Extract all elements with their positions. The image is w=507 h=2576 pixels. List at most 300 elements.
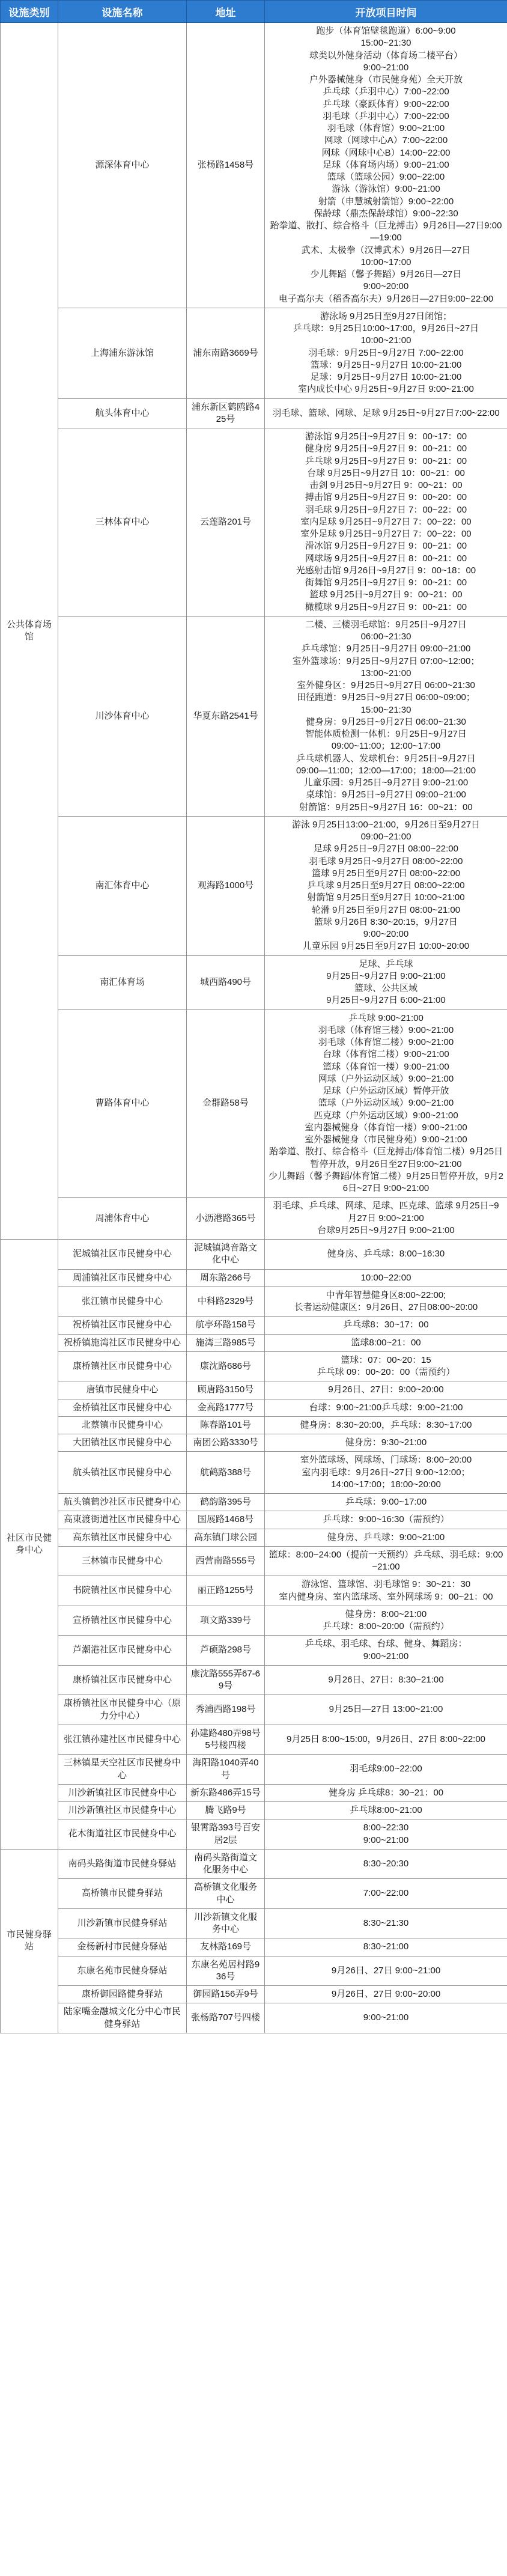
address-cell: 航亭环路158号 (187, 1317, 265, 1334)
table-row (1, 1819, 507, 1850)
table-row (1, 1576, 507, 1606)
hours-line: 户外器械健身（市民健身苑）全天开放 (309, 75, 463, 85)
hours-line: 乒乓球（豪跃体育）9:00~22:00 (323, 99, 449, 109)
hours-line: 篮球 9月25日至9月27日 08:00~22:00 (311, 868, 461, 878)
hours-line: 8:30~20:30 (363, 1858, 409, 1869)
table-row (1, 1317, 507, 1334)
hours-line: 乒乓球 9月25日至9月27日 08:00~22:00 (307, 880, 465, 891)
hours-line: 健身房、乒乓球：9:00~21:00 (327, 1532, 445, 1542)
hours-line: 匹克球（户外运动区域）9:00~21:00 (314, 1110, 458, 1121)
hours-line: 室外器械健身（市民健身苑）9:00~21:00 (305, 1134, 467, 1145)
hours-line: 街舞馆 9月25日~9月27日 9：00~21：00 (305, 577, 467, 588)
address-cell: 城西路490号 (187, 955, 265, 1009)
venue-name-cell: 航头镇社区市民健身中心 (58, 1452, 187, 1494)
table-row (1, 616, 507, 816)
hours-cell (265, 1784, 507, 1801)
hours-line: 健身房 9月25日~9月27日 9：00~21：00 (305, 443, 467, 454)
hours-line: 06:00~21:30 (360, 632, 411, 642)
hours-line: 田径跑道：9月25日~9月27日 06:00~09:00； (297, 692, 475, 703)
hours-line: 9月25日—27日 13:00~21:00 (329, 1704, 443, 1715)
table-row (1, 1695, 507, 1725)
address-cell: 泥城镇鸿音路文化中心 (187, 1240, 265, 1270)
hours-line: 光感射击馆 9月26日~9月27日 9：00~18：00 (296, 565, 476, 576)
address-cell: 东康名苑居村路936号 (187, 1956, 265, 1986)
hours-cell (265, 1434, 507, 1452)
table-row (1, 1986, 507, 2003)
hours-line: 9:00~21:00 (363, 62, 409, 73)
venue-name-cell: 航头体育中心 (58, 398, 187, 428)
hours-line: 乒乓球 9:00~21:00 (348, 1012, 424, 1023)
address-cell: 顾唐路3150号 (187, 1381, 265, 1399)
hours-line: 网球场 9月25日~9月27日 8：00~21：00 (305, 553, 467, 564)
hours-line: 健身房、乒乓球：8:00~16:30 (327, 1249, 445, 1259)
hours-cell (265, 816, 507, 955)
hours-line: 篮球（体育馆一楼）9:00~21:00 (323, 1061, 449, 1072)
hours-line: 10:00~17:00 (360, 257, 411, 267)
table-row (1, 1849, 507, 1879)
address-cell: 浦东新区鹤鸥路425号 (187, 398, 265, 428)
hours-line: 游泳馆、篮球馆、羽毛球馆 9：30~21：30 (301, 1579, 471, 1590)
address-cell: 南团公路3330号 (187, 1434, 265, 1452)
address-cell: 银霄路393号百安居2层 (187, 1819, 265, 1850)
hours-line: 乒乓球：9:00~17:00 (345, 1497, 427, 1507)
hours-line: 健身房：8:00~21:00 (345, 1609, 427, 1619)
hours-cell (265, 1606, 507, 1636)
hours-line: 智能体质检测一体机：9月25日~9月27日 (305, 729, 467, 739)
table-row (1, 2003, 507, 2033)
hours-line: 保龄球（鼎杰保龄球馆）9:00~22:30 (314, 208, 458, 219)
table-row (1, 398, 507, 428)
hours-line: 跆拳道、散打、综合格斗（巨龙搏击）9月26日—27日9:00—19:00 (270, 221, 502, 243)
hours-line: 篮球8:00~21：00 (351, 1337, 421, 1348)
hours-line: 足球 9月25日~9月27日 08:00~22:00 (314, 844, 458, 854)
hours-line: 健身房：9:30~21:00 (345, 1437, 427, 1448)
hours-line: 13:00~21:00 (360, 668, 411, 678)
venue-name-cell: 川沙体育中心 (58, 616, 187, 816)
hours-line: 羽毛球 9月25日~9月27日 7：00~22：00 (305, 504, 467, 515)
table-row (1, 1286, 507, 1317)
hours-line: 乒乓球机器人、发球机台：9月25日~9月27日 (296, 753, 476, 764)
hours-line: 乒乓球（乒羽中心）7:00~22:00 (323, 87, 449, 97)
hours-cell (265, 1351, 507, 1381)
address-cell: 海阳路1040弄40号 (187, 1755, 265, 1785)
hours-line: 乒乓球馆：9月25日~9月27日 09:00~21:00 (301, 644, 471, 654)
hours-line: 9:00~21:00 (363, 1835, 409, 1845)
hours-line: 9:00~20:00 (363, 929, 409, 939)
hours-cell (265, 1802, 507, 1819)
venue-name-cell: 周浦体育中心 (58, 1198, 187, 1240)
address-cell: 芦硕路298号 (187, 1636, 265, 1666)
venue-name-cell: 三林镇市民健身中心 (58, 1546, 187, 1576)
hours-cell (265, 1198, 507, 1240)
address-cell: 鹤韵路395号 (187, 1494, 265, 1511)
address-cell: 川沙新镇文化服务中心 (187, 1908, 265, 1938)
venue-name-cell: 康桥镇社区市民健身中心 (58, 1351, 187, 1381)
hours-line: 跆拳道、散打、综合格斗（巨龙搏击/体育馆二楼）9月25日暂停开放，9月26日至27日9:00~21:00 (269, 1146, 503, 1169)
hours-line: 台球：9:00~21:00乒乓球：9:00~21:00 (309, 1402, 463, 1413)
venue-name-cell: 祝桥镇施湾社区市民健身中心 (58, 1334, 187, 1351)
hours-line: 健身房 乒乓球8：30~21：00 (328, 1787, 444, 1798)
table-row (1, 1879, 507, 1909)
address-cell: 金高路1777号 (187, 1399, 265, 1416)
table-row (1, 1269, 507, 1286)
venue-name-cell: 宣桥镇社区市民健身中心 (58, 1606, 187, 1636)
hours-line: 轮滑 9月25日至9月27日 08:00~21:00 (311, 904, 461, 915)
venue-name-cell: 周浦镇社区市民健身中心 (58, 1269, 187, 1286)
venue-name-cell: 祝桥镇社区市民健身中心 (58, 1317, 187, 1334)
hours-cell (265, 2003, 507, 2033)
hours-line: 室外健身区：9月25日~9月27日 06:00~21:30 (297, 680, 475, 690)
table-row (1, 1511, 507, 1529)
hours-line: 射箭馆：9月25日~9月27日 16：00~21：00 (299, 802, 473, 812)
hours-cell (265, 1009, 507, 1198)
hours-line: 羽毛球（体育馆二楼）9:00~21:00 (318, 1037, 454, 1047)
hours-line: 乒乓球：8:00~20:00（需预约） (323, 1621, 449, 1631)
hours-line: 室内健身房、室内篮球场、室外网球场 9：00~21：00 (279, 1591, 493, 1602)
hours-cell (265, 428, 507, 617)
hours-line: 少儿舞蹈（馨予舞蹈/体育馆二楼）9月25日暂停开放，9月26日~27日 9:00~21:00 (269, 1171, 503, 1193)
hours-line: 9月25日~9月27日 9:00~21:00 (326, 970, 446, 981)
hours-line: 09:00~21:00 (360, 832, 411, 842)
hours-line: 足球：9月25日~9月27日 10:00~21:00 (310, 372, 462, 382)
hours-line: 羽毛球、乒乓球、网球、足球、匹克球、篮球 9月25日~9月27日 9:00~21:00 (273, 1201, 499, 1223)
hours-cell (265, 616, 507, 816)
venue-name-cell: 高桥镇市民健身驿站 (58, 1879, 187, 1909)
hours-line: 15:00~21:30 (360, 38, 411, 49)
hours-line: 7:00~22:00 (363, 1888, 409, 1899)
table-row (1, 1784, 507, 1801)
address-cell: 丽正路1255号 (187, 1576, 265, 1606)
hours-line: 网球（网球中心A）7:00~22:00 (324, 135, 448, 146)
hours-line: 滑冰馆 9月25日~9月27日 9：00~21：00 (305, 541, 467, 552)
header-hours: 开放项目时间 (265, 1, 507, 23)
hours-line: 乒乓球 9月25日~9月27日 9：00~21：00 (305, 455, 467, 466)
hours-cell (265, 1938, 507, 1956)
hours-line: 篮球（篮球公园）9:00~22:00 (327, 172, 445, 182)
hours-line: 9月26日、27日 9:00~21:00 (331, 1965, 441, 1976)
hours-line: 台球 9月25日~9月27日 10：00~21：00 (307, 467, 465, 478)
hours-line: 武术、太极拳（汉博武术）9月26日—27日 (301, 245, 471, 255)
venue-name-cell: 陆家嘴金融城文化分中心市民健身驿站 (58, 2003, 187, 2033)
hours-line: 儿童乐园 9月25日至9月27日 10:00~20:00 (302, 941, 470, 952)
category-cell: 社区市民健身中心 (1, 1240, 58, 1850)
header-address: 地址 (187, 1, 265, 23)
hours-line: 9月26日、27日 9:00~20:00 (331, 1989, 441, 1999)
address-cell: 施湾三路985号 (187, 1334, 265, 1351)
address-cell: 高东镇门球公园 (187, 1529, 265, 1546)
hours-line: 乒乓球 09：00~20：00（需预约） (317, 1367, 455, 1377)
table-row (1, 1381, 507, 1399)
table-row (1, 1938, 507, 1956)
hours-line: 二楼、三楼羽毛球馆：9月25日~9月27日 (305, 619, 467, 630)
hours-cell (265, 1819, 507, 1850)
table-row (1, 1529, 507, 1546)
hours-cell (265, 1986, 507, 2003)
venue-name-cell: 南汇体育场 (58, 955, 187, 1009)
address-cell: 腾飞路9号 (187, 1802, 265, 1819)
address-cell: 高桥镇文化服务中心 (187, 1879, 265, 1909)
address-cell: 新东路486弄15号 (187, 1784, 265, 1801)
hours-line: 羽毛球：9月25日~9月27日 7:00~22:00 (308, 347, 464, 358)
address-cell: 小沥港路365号 (187, 1198, 265, 1240)
table-row (1, 1434, 507, 1452)
hours-cell (265, 1695, 507, 1725)
address-cell: 张杨路707号四楼 (187, 2003, 265, 2033)
hours-cell (265, 1269, 507, 1286)
table-row (1, 1636, 507, 1666)
venue-name-cell: 康桥御园路健身驿站 (58, 1986, 187, 2003)
table-row (1, 1494, 507, 1511)
hours-cell (265, 1546, 507, 1576)
hours-line: 台球（体育馆二楼）9:00~21:00 (323, 1049, 449, 1060)
table-header-row (1, 1, 507, 23)
hours-line: 射箭（申慧城射箭馆）9:00~22:00 (318, 196, 454, 207)
hours-line: 14:00~17:00；18:00~20:00 (331, 1479, 441, 1490)
hours-line: 乒乓球：9月25日10:00~17:00，9月26日~27日 (293, 323, 479, 333)
venue-name-cell: 源深体育中心 (58, 23, 187, 308)
venue-name-cell: 书院镇社区市民健身中心 (58, 1576, 187, 1606)
hours-line: 室内羽毛球：9月26日~27日 9:00~12:00； (302, 1467, 470, 1478)
hours-cell (265, 1956, 507, 1986)
hours-line: 9:00~21:00 (363, 2012, 409, 2023)
table-row (1, 1009, 507, 1198)
venue-name-cell: 大团镇社区市民健身中心 (58, 1434, 187, 1452)
venue-name-cell: 芦潮港社区市民健身中心 (58, 1636, 187, 1666)
address-cell: 孙建路480弄98号5号楼四楼 (187, 1725, 265, 1755)
hours-line: 网球（网球中心B）14:00~22:00 (321, 147, 451, 158)
table-row (1, 816, 507, 955)
header-category: 设施类别 (1, 1, 58, 23)
hours-line: 足球（体育场内场）9:00~21:00 (323, 159, 449, 170)
category-cell: 公共体育场馆 (1, 23, 58, 1240)
address-cell: 康沈路686号 (187, 1351, 265, 1381)
venue-name-cell: 川沙新镇市民健身驿站 (58, 1908, 187, 1938)
table-row (1, 1334, 507, 1351)
hours-cell (265, 1452, 507, 1494)
hours-line: 乒乓球8:00~21:00 (350, 1805, 422, 1815)
hours-line: 篮球（户外运动区域）9:00~21:00 (318, 1098, 454, 1109)
venue-name-cell: 三林体育中心 (58, 428, 187, 617)
table-row (1, 428, 507, 617)
hours-line: 羽毛球（体育馆三楼）9:00~21:00 (318, 1025, 454, 1035)
table-row (1, 1665, 507, 1695)
table-row (1, 1956, 507, 1986)
venue-name-cell: 东康名苑市民健身驿站 (58, 1956, 187, 1986)
venue-name-cell: 曹路体育中心 (58, 1009, 187, 1198)
address-cell: 周东路266号 (187, 1269, 265, 1286)
hours-line: 射箭馆 9月25日至9月27日 10:00~21:00 (307, 892, 465, 903)
venue-name-cell: 北蔡镇市民健身中心 (58, 1416, 187, 1434)
hours-cell (265, 308, 507, 398)
hours-line: 09:00~11:00；12:00~17:00 (331, 741, 441, 752)
hours-cell (265, 1286, 507, 1317)
venue-name-cell: 川沙新镇社区市民健身中心 (58, 1802, 187, 1819)
hours-cell (265, 1334, 507, 1351)
hours-line: 室外篮球场：9月25日~9月27日 07:00~12:00； (292, 656, 480, 666)
address-cell: 陈春路101号 (187, 1416, 265, 1434)
venue-name-cell: 康桥镇社区市民健身中心 (58, 1665, 187, 1695)
hours-line: 游泳馆 9月25日~9月27日 9：00~17：00 (305, 431, 467, 442)
venue-name-cell: 上海浦东游泳馆 (58, 308, 187, 398)
table-row (1, 1198, 507, 1240)
hours-line: 9月26日、27日：9:00~20:00 (328, 1384, 444, 1395)
hours-line: 9月25日~9月27日 6:00~21:00 (326, 995, 446, 1006)
hours-line: 15:00~21:30 (360, 704, 411, 715)
hours-line: 电子高尔夫（稻香高尔夫）9月26日—27日9:00~22:00 (278, 293, 494, 304)
table-row (1, 1725, 507, 1755)
address-cell: 中科路2329号 (187, 1286, 265, 1317)
venue-name-cell: 花木街道社区市民健身中心 (58, 1819, 187, 1850)
hours-line: 篮球：07：00~20：15 (341, 1354, 431, 1365)
address-cell: 云莲路201号 (187, 428, 265, 617)
address-cell: 华夏东路2541号 (187, 616, 265, 816)
venue-name-cell: 川沙新镇社区市民健身中心 (58, 1784, 187, 1801)
table-row (1, 1452, 507, 1494)
hours-cell (265, 1511, 507, 1529)
hours-line: 室内成长中心 9月25日~9月27日 9:00~21:00 (298, 384, 474, 395)
hours-line: 10:00~22:00 (360, 1272, 411, 1283)
hours-cell (265, 1725, 507, 1755)
table-row (1, 1240, 507, 1270)
venue-name-cell: 张江镇市民健身中心 (58, 1286, 187, 1317)
table-row (1, 1416, 507, 1434)
hours-line: 健身房：8:30~20:00，乒乓球：8:30~17:00 (300, 1419, 472, 1430)
address-cell: 航鹤路388号 (187, 1452, 265, 1494)
hours-cell (265, 1317, 507, 1334)
hours-cell (265, 398, 507, 428)
venue-name-cell: 张江镇孙建社区市民健身中心 (58, 1725, 187, 1755)
hours-line: 游泳 9月25日13:00~21:00，9月26日至9月27日 (291, 819, 481, 830)
hours-line: 击剑 9月25日~9月27日 9：00~21：00 (309, 480, 463, 490)
hours-line: 游泳场 9月25日至9月27日闭馆； (320, 311, 452, 321)
address-cell: 金群路58号 (187, 1009, 265, 1198)
hours-cell (265, 1416, 507, 1434)
address-cell: 西营南路555号 (187, 1546, 265, 1576)
address-cell: 秀浦西路198号 (187, 1695, 265, 1725)
hours-cell (265, 1636, 507, 1666)
hours-line: 09:00—11:00；12:00—17:00；18:00—21:00 (296, 765, 476, 776)
hours-line: 篮球 9月26日 8:30~20:15，9月27日 (314, 916, 458, 927)
hours-line: 篮球、公共区域 (354, 983, 417, 993)
hours-cell (265, 1399, 507, 1416)
venue-name-cell: 康桥镇社区市民健身中心（原力分中心） (58, 1695, 187, 1725)
table-row (1, 1908, 507, 1938)
venue-name-cell: 南汇体育中心 (58, 816, 187, 955)
hours-line: 游泳（游泳馆）9:00~21:00 (332, 184, 440, 195)
hours-line: 足球、乒乓球 (359, 958, 413, 969)
table-row (1, 1606, 507, 1636)
hours-line: 台球9月25日~9月27日 9:00~21:00 (317, 1225, 455, 1235)
venue-name-cell: 航头镇鹤沙社区市民健身中心 (58, 1494, 187, 1511)
address-cell: 项文路339号 (187, 1606, 265, 1636)
hours-line: 乒乓球8：30~17：00 (343, 1320, 429, 1330)
hours-line: 室外足球 9月25日~9月27日 7：00~22：00 (300, 529, 472, 539)
table-row (1, 1755, 507, 1785)
header-name: 设施名称 (58, 1, 187, 23)
table-row (1, 1399, 507, 1416)
category-cell: 市民健身驿站 (1, 1849, 58, 2033)
hours-cell (265, 1908, 507, 1938)
hours-cell (265, 955, 507, 1009)
table-body (1, 23, 507, 2033)
hours-line: 10:00~21:00 (360, 335, 411, 346)
hours-line: 羽毛球、篮球、网球、足球 9月25日~9月27日7:00~22:00 (272, 407, 500, 418)
hours-line: 跑步（体育馆壁毯跑道）6:00~9:00 (316, 26, 456, 36)
hours-line: 儿童乐园：9月25日~9月27日 9:00~21:00 (303, 778, 469, 788)
hours-line: 羽毛球（体育馆）9:00~21:00 (327, 123, 445, 133)
hours-line: 9月26日、27日：8:30~21:00 (328, 1674, 444, 1685)
hours-line: 桌球馆：9月25日~9月27日 09:00~21:00 (306, 790, 466, 800)
hours-cell (265, 23, 507, 308)
hours-line: 8:30~21:30 (363, 1917, 409, 1928)
hours-cell (265, 1529, 507, 1546)
hours-line: 篮球：8:00~24:00（提前一天预约）乒乓球、羽毛球：9:00~21:00 (269, 1549, 503, 1572)
hours-cell (265, 1494, 507, 1511)
address-cell: 张杨路1458号 (187, 23, 265, 308)
address-cell: 浦东南路3669号 (187, 308, 265, 398)
address-cell: 御园路156弄9号 (187, 1986, 265, 2003)
address-cell: 观海路1000号 (187, 816, 265, 955)
table-row (1, 1802, 507, 1819)
hours-line: 乒乓球：9:00~16:30（需预约） (323, 1514, 449, 1525)
venue-name-cell: 三林镇星天空社区市民健身中心 (58, 1755, 187, 1785)
hours-line: 室内足球 9月25日~9月27日 7：00~22：00 (300, 516, 472, 527)
table-row (1, 308, 507, 398)
hours-line: 搏击馆 9月25日~9月27日 9：00~20：00 (305, 492, 467, 503)
hours-line: 中青年智慧健身区8:00~22:00; (326, 1290, 446, 1300)
hours-line: 室外篮球场、网球场、门球场：8:00~20:00 (300, 1455, 472, 1466)
hours-line: 长者运动健康区：9月26日、27日08:00~20:00 (294, 1302, 478, 1312)
hours-line: 羽毛球9:00~22:00 (350, 1764, 422, 1774)
hours-line: 9:00~21:00 (363, 1651, 409, 1661)
venue-name-cell: 高东镇社区市民健身中心 (58, 1529, 187, 1546)
hours-cell (265, 1755, 507, 1785)
hours-line: 健身房：9月25日~9月27日 06:00~21:30 (306, 716, 466, 727)
hours-line: 9:00~20:00 (363, 281, 409, 292)
table-row (1, 23, 507, 308)
hours-line: 少儿舞蹈（馨予舞蹈）9月26日—27日 (310, 269, 462, 279)
table-row (1, 1351, 507, 1381)
hours-line: 篮球：9月25日~9月27日 10:00~21:00 (310, 359, 462, 370)
hours-line: 橄榄球 9月25日~9月27日 9：00~21：00 (305, 601, 467, 612)
hours-line: 室内器械健身（体育馆一楼）9:00~21:00 (305, 1122, 467, 1133)
venue-name-cell: 泥城镇社区市民健身中心 (58, 1240, 187, 1270)
address-cell: 友林路169号 (187, 1938, 265, 1956)
table-row (1, 1546, 507, 1576)
hours-line: 羽毛球（乒羽中心）7:00~22:00 (323, 111, 449, 121)
hours-line: 乒乓球、羽毛球、台球、健身、舞蹈房： (305, 1639, 467, 1649)
venue-name-cell: 唐镇市民健身中心 (58, 1381, 187, 1399)
hours-cell (265, 1849, 507, 1879)
hours-line: 9月25日 8:00~15:00，9月26日、27日 8:00~22:00 (286, 1734, 486, 1744)
hours-line: 羽毛球 9月25日~9月27日 08:00~22:00 (309, 856, 463, 866)
venue-name-cell: 高東渡街道社区市民健身中心 (58, 1511, 187, 1529)
hours-line: 网球（户外运动区域）9:00~21:00 (318, 1073, 454, 1084)
hours-cell (265, 1240, 507, 1270)
venue-name-cell: 金桥镇社区市民健身中心 (58, 1399, 187, 1416)
hours-cell (265, 1879, 507, 1909)
hours-cell (265, 1381, 507, 1399)
address-cell: 国展路1468号 (187, 1511, 265, 1529)
table-row (1, 955, 507, 1009)
hours-line: 8:00~22:30 (363, 1822, 409, 1833)
address-cell: 南码头路街道文化服务中心 (187, 1849, 265, 1879)
hours-line: 足球（户外运动区域）暂停开放 (323, 1086, 449, 1096)
hours-line: 8:30~21:00 (363, 1941, 409, 1952)
venue-name-cell: 南码头路街道市民健身驿站 (58, 1849, 187, 1879)
hours-line: 篮球 9月25日~9月27日 9：00~21：00 (309, 589, 463, 600)
hours-line: 球类以外健身活动（体育场二楼平台） (309, 50, 463, 61)
